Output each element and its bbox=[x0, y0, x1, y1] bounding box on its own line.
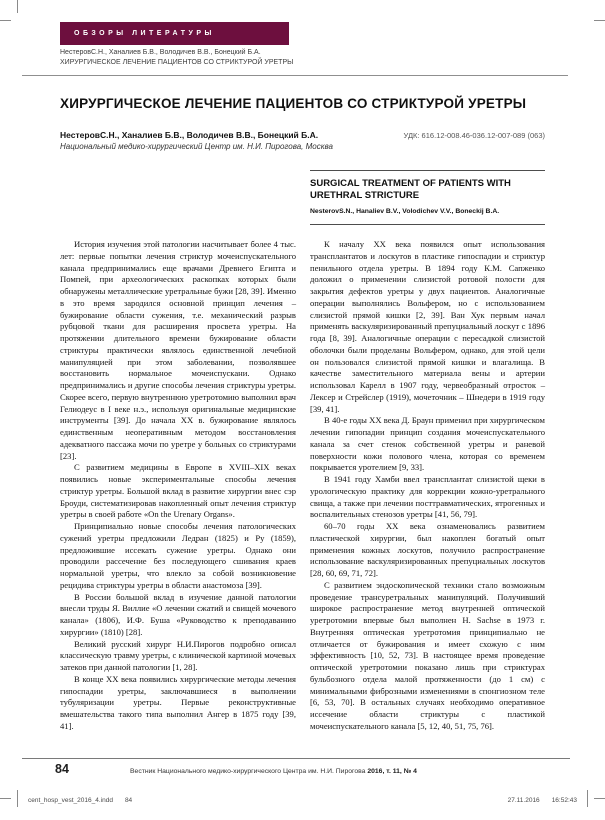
body-paragraph: В конце XX века появились хирургические методы лечения гипоспадии уретры, заключавшиеся в выполнении тубуляризации уретры. Первые реконструктивные вмешательства такого типа выполнил Ангер в 1875 году [39, 41]. bbox=[60, 673, 296, 731]
running-head-title: ХИРУРГИЧЕСКОЕ ЛЕЧЕНИЕ ПАЦИЕНТОВ СО СТРИКТУРОЙ УРЕТРЫ bbox=[60, 58, 294, 66]
running-head bbox=[60, 48, 293, 67]
crop-mark-bottom-left-vertical bbox=[17, 790, 18, 807]
footer-rule bbox=[22, 758, 570, 759]
journal-citation bbox=[130, 768, 417, 775]
print-date: 27.11.2016 bbox=[507, 797, 540, 804]
english-abstract-block bbox=[310, 170, 545, 225]
article-affiliation: Национальный медико-хирургический Центр им. Н.И. Пирогова, Москва bbox=[60, 142, 333, 151]
page-number: 84 bbox=[55, 762, 69, 776]
english-authors: NesterovS.N., Hanaliev B.V., Volodichev V.V., Boneckij B.A. bbox=[310, 208, 500, 215]
running-head-authors: НестеровС.Н., Ханалиев Б.В., Володичев В.В., Бонецкий Б.А. bbox=[60, 49, 261, 56]
indesign-file-info bbox=[28, 797, 132, 804]
body-column-left bbox=[60, 239, 296, 733]
body-paragraph: Принципиально новые способы лечения патологических сужений уретры предложили Ледран (1825) и Ру (1859), предложившие иссекать сужение уретры. Однако они проводили рассечение без последующего сшивания краев нормальной уретры, что влекло за собой возникновение рецидива стриктуры уретры в области анастомоза [39]. bbox=[60, 521, 296, 590]
section-badge: ОБЗОРЫ ЛИТЕРАТУРЫ bbox=[60, 22, 289, 45]
body-paragraph: История изучения этой патологии насчитывает более 4 тыс. лет: первые попытки лечения стриктур мочеиспускательного канала предпринимались еще врачами Древнего Египта и Помпей, при археологических раскопках которых были обнаружены металлические уретральные бужи [28, 39]. Именно в это время зародился основной принцип лечения – бужирование области сужения, т.е. механический разрыв рубцовой ткани для расширения просвета уретры. На протяжении длительного времени бужирование области стриктуры практически являлось единственной лечебной манипуляцией при этом заболевании, позволявшее восстановить нормальное мочеиспускани. Однако предпринимались и другие способы лечения стриктуры уретры. Скорее всего, первую внутреннюю уретротомию выполнил врач Гелиодеус в I веке н.э., используя оригинальные медицинские инструменты [39]. До начала XX в. бужирование являлось единственным неоперативным методом восстановления адекватного пассажа мочи по уретре у больных со стриктурами [23]. bbox=[60, 239, 296, 461]
body-paragraph: В России большой вклад в изучение данной патологии внесли труды Я. Виллие «О лечении сжатий и свищей мочевого канала» (1806), И.Ф. Буша «Руководство к преподаванию хирургии» (1810) [28]. bbox=[60, 591, 296, 637]
udk-code: УДК: 616.12-008.46-036.12-007-089 (063) bbox=[403, 131, 545, 140]
journal-citation-issue: 2016, т. 11, № 4 bbox=[367, 768, 417, 775]
indesign-file-name: cent_hosp_vest_2016_4.indd bbox=[28, 797, 113, 804]
crop-mark-top-right-horizontal bbox=[594, 20, 605, 21]
article-authors: НестеровС.Н., Ханалиев Б.В., Володичев В.В., Бонецкий Б.А. bbox=[60, 130, 319, 140]
body-paragraph: В 1941 году Хамби ввел трансплантат слизистой щеки в урологическую практику для коррекции кожно-уретрального свища, а также при лечении посттравматических, ятрогенных и воспалительных стенозов уретры [41, 56, 79]. bbox=[310, 474, 545, 520]
indesign-file-page: 84 bbox=[124, 797, 133, 804]
body-paragraph: 60–70 годы XX века ознаменовались развитием пластической хирургии, был накоплен богатый опыт применения кожных лоскутов, получило распространение использование васкуляризированных препуциальных лоскутов [28, 60, 69, 71, 72]. bbox=[310, 521, 545, 578]
body-paragraph: С развитием медицины в Европе в XVIII–XIX веках появились новые экспериментальные способы лечения стриктур уретры. Большой вклад в развитие хирургии внес сэр Броуди, систематизировав накопленный опыт лечения стриктур уретры в своей работе «On the Urenary Organs». bbox=[60, 462, 296, 520]
body-paragraph: С развитием эндоскопической техники стало возможным проведение трансуретральных манипуляций. Получивший широкое распространение метод внутренней оптической уретротомии впервые был выполнен H. Sachse в 1973 г. Внутренняя оптическая уретротомия принципиально не отличается от бужирования и имеет схожую с ним эффективность [10, 52, 73]. В настоящее время проведение оптической уретротомии показано лишь при стриктурах бульбозного отдела малой протяженности (до 1 см) с минимальными фиброзными изменениями в спонгиозном теле [6, 53, 70]. В остальных случаях необходимо оперативное иссечение области стриктуры с пластикой мочеиспускательного канала [5, 12, 40, 51, 75, 76]. bbox=[310, 579, 545, 731]
crop-mark-top-left-horizontal bbox=[0, 20, 11, 21]
body-paragraph: В 40-е годы XX века Д. Браун применил при хирургическом лечении гипопадии принцип создания мочеиспускательного канала за счет стенок собственной уретры и раневой поверхности кожи полового члена, которая со временем покрывается уротелием [9, 33]. bbox=[310, 415, 545, 473]
body-paragraph: К началу XX века появился опыт использования трансплантатов и лоскутов в пластике гипоспадии и стриктур пенильного отдела уретры. В 1894 году К.М. Сапженко доложил о применении слизистой ротовой полости для закрытия дефектов уретры у двух пациентов. Аналогичные операции выполнялись Вольфером, но с использованием слизистой прямой кишки [2, 39]. Ван Хук первым начал применять васкуляризированный препуциальный лоскут с 1896 года [8, 39]. Аналогичные операции с пересадкой слизистой оболочки были проделаны Вольфером, однако, для этой цели он пользовался слизистой прямой кишки и влагалища. В качестве заместительного материала вены и артерии использовал Карелл в 1907 году, червеобразный отросток – Лексер и Стрейслер (1919), мочеточник – Шнедери в 1919 году [39, 41]. bbox=[310, 239, 545, 414]
crop-mark-bottom-right-horizontal bbox=[594, 798, 605, 799]
body-paragraph: Великий русский хирург Н.И.Пирогов подробно описал классическую травму уретры, с клинической картиной мочевых затеков при данной патологии [1, 28]. bbox=[60, 638, 296, 672]
header-rule bbox=[22, 75, 568, 76]
crop-mark-top-left-vertical bbox=[17, 0, 18, 13]
body-column-right bbox=[310, 239, 545, 733]
english-title: SURGICAL TREATMENT OF PATIENTS WITH URETHRAL STRICTURE bbox=[310, 178, 511, 201]
print-time: 16:52:43 bbox=[551, 797, 577, 804]
crop-mark-bottom-left-horizontal bbox=[0, 798, 11, 799]
print-datetime bbox=[508, 797, 577, 804]
article-title: ХИРУРГИЧЕСКОЕ ЛЕЧЕНИЕ ПАЦИЕНТОВ СО СТРИКТУРОЙ УРЕТРЫ bbox=[60, 96, 527, 111]
journal-citation-text: Вестник Национального медико-хирургического Центра им. Н.И. Пирогова bbox=[130, 768, 368, 775]
crop-mark-bottom-right-vertical bbox=[587, 790, 588, 807]
